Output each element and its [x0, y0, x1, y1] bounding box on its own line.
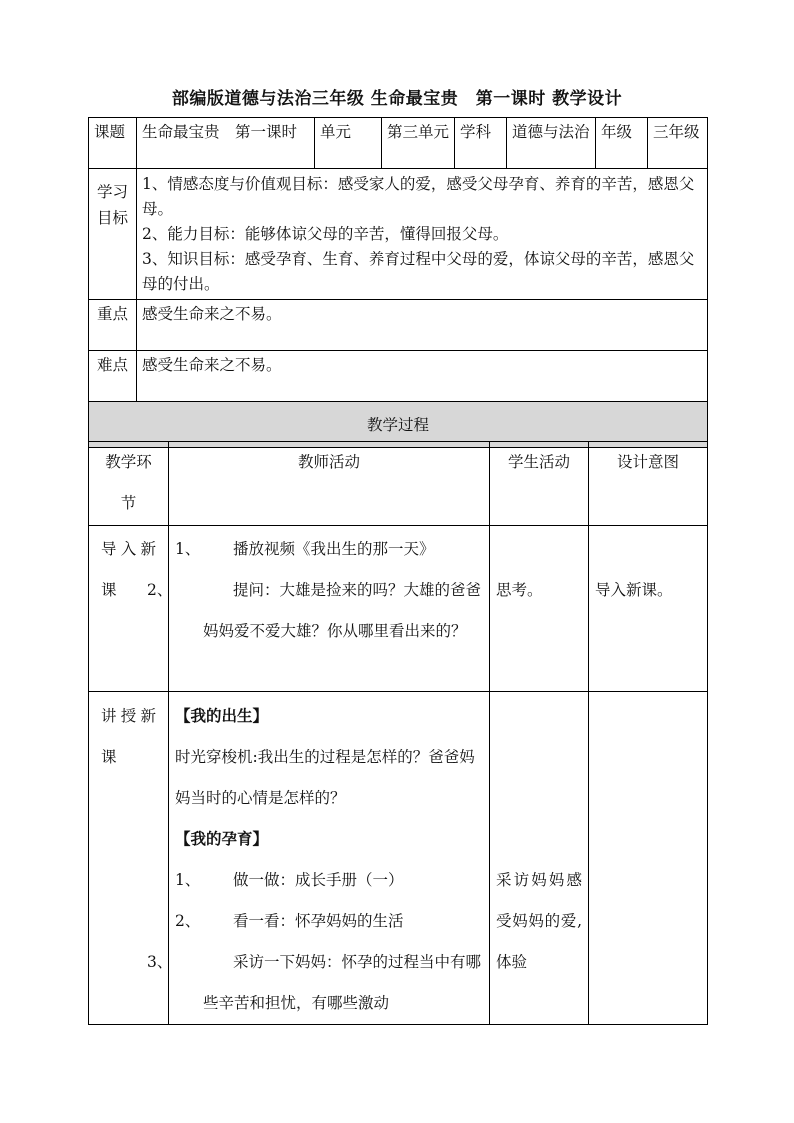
process-header-row	[89, 442, 708, 526]
lecture-row	[89, 692, 708, 1025]
process-band-title: 教学过程	[89, 402, 708, 448]
section-text-birth: 时光穿梭机:我出生的过程是怎样的？爸爸妈妈当时的心情是怎样的？	[175, 748, 475, 807]
intro-stage-text: 导入新课	[101, 540, 156, 599]
subject-value: 道德与法治	[507, 118, 596, 169]
intro-teacher-item: 2、 提问：大雄是捡来的吗？大雄的爸爸妈妈爱不爱大雄？你从哪里看出来的？	[147, 581, 482, 640]
lecture-student	[490, 692, 589, 1025]
topic-value: 生命最宝贵 第一课时	[137, 118, 315, 169]
lecture-teacher-item: 2、 看一看：怀孕妈妈的生活	[175, 912, 404, 930]
intro-student-text: 思考。	[496, 581, 543, 599]
grade-value: 三年级	[648, 118, 708, 169]
goal-ability: 2、能力目标：能够体谅父母的辛苦，懂得回报父母。	[142, 225, 509, 243]
goals-content	[137, 169, 708, 300]
unit-value: 第三单元	[382, 118, 455, 169]
header-stage-text: 教学环节	[105, 453, 152, 512]
intro-teacher	[147, 526, 490, 692]
key-point-value: 感受生命来之不易。	[137, 300, 708, 351]
intro-student	[490, 526, 589, 692]
section-title-birth: 【我的出生】	[175, 707, 269, 725]
topic-label: 课题	[89, 118, 137, 169]
header-intent: 设计意图	[589, 442, 708, 526]
document-title: 部编版道德与法治三年级 生命最宝贵 第一课时 教学设计	[171, 89, 623, 109]
section-title-pregnancy: 【我的孕育】	[175, 830, 269, 848]
header-stage	[89, 442, 169, 526]
intro-intent-text: 导入新课。	[595, 581, 673, 599]
lesson-info-table	[88, 117, 708, 448]
goal-knowledge: 3、知识目标：感受孕育、生育、养育过程中父母的爱，体谅父母的辛苦，感恩父母的付出。	[142, 250, 695, 293]
key-point-row	[89, 300, 708, 351]
difficulty-value: 感受生命来之不易。	[137, 351, 708, 402]
lecture-intent	[589, 692, 708, 1025]
intro-intent	[589, 526, 708, 692]
key-point-label: 重点	[89, 300, 137, 351]
lecture-teacher-item: 1、 做一做：成长手册（一）	[175, 871, 404, 889]
lecture-stage-text: 讲授新课	[101, 707, 156, 766]
grade-label: 年级	[596, 118, 648, 169]
difficulty-label: 难点	[89, 351, 137, 402]
goals-label: 学习目标	[89, 169, 137, 300]
intro-row	[89, 526, 708, 692]
goal-emotion: 1、情感态度与价值观目标：感受家人的爱，感受父母孕育、养育的辛苦，感恩父母。	[142, 175, 695, 218]
lecture-teacher-item: 3、 采访一下妈妈：怀孕的过程当中有哪些辛苦和担忧，有哪些激动	[147, 953, 482, 1012]
intro-teacher-item: 1、 播放视频《我出生的那一天》	[175, 540, 435, 558]
lecture-student-text: 采访妈妈感受妈妈的爱,体验	[496, 871, 582, 971]
header-teacher: 教师活动	[169, 442, 490, 526]
lecture-teacher	[147, 692, 490, 1025]
goals-row	[89, 169, 708, 300]
subject-label: 学科	[455, 118, 507, 169]
process-table	[88, 441, 708, 1025]
difficulty-row	[89, 351, 708, 402]
unit-label: 单元	[315, 118, 382, 169]
info-row	[89, 118, 708, 169]
header-student: 学生活动	[490, 442, 589, 526]
